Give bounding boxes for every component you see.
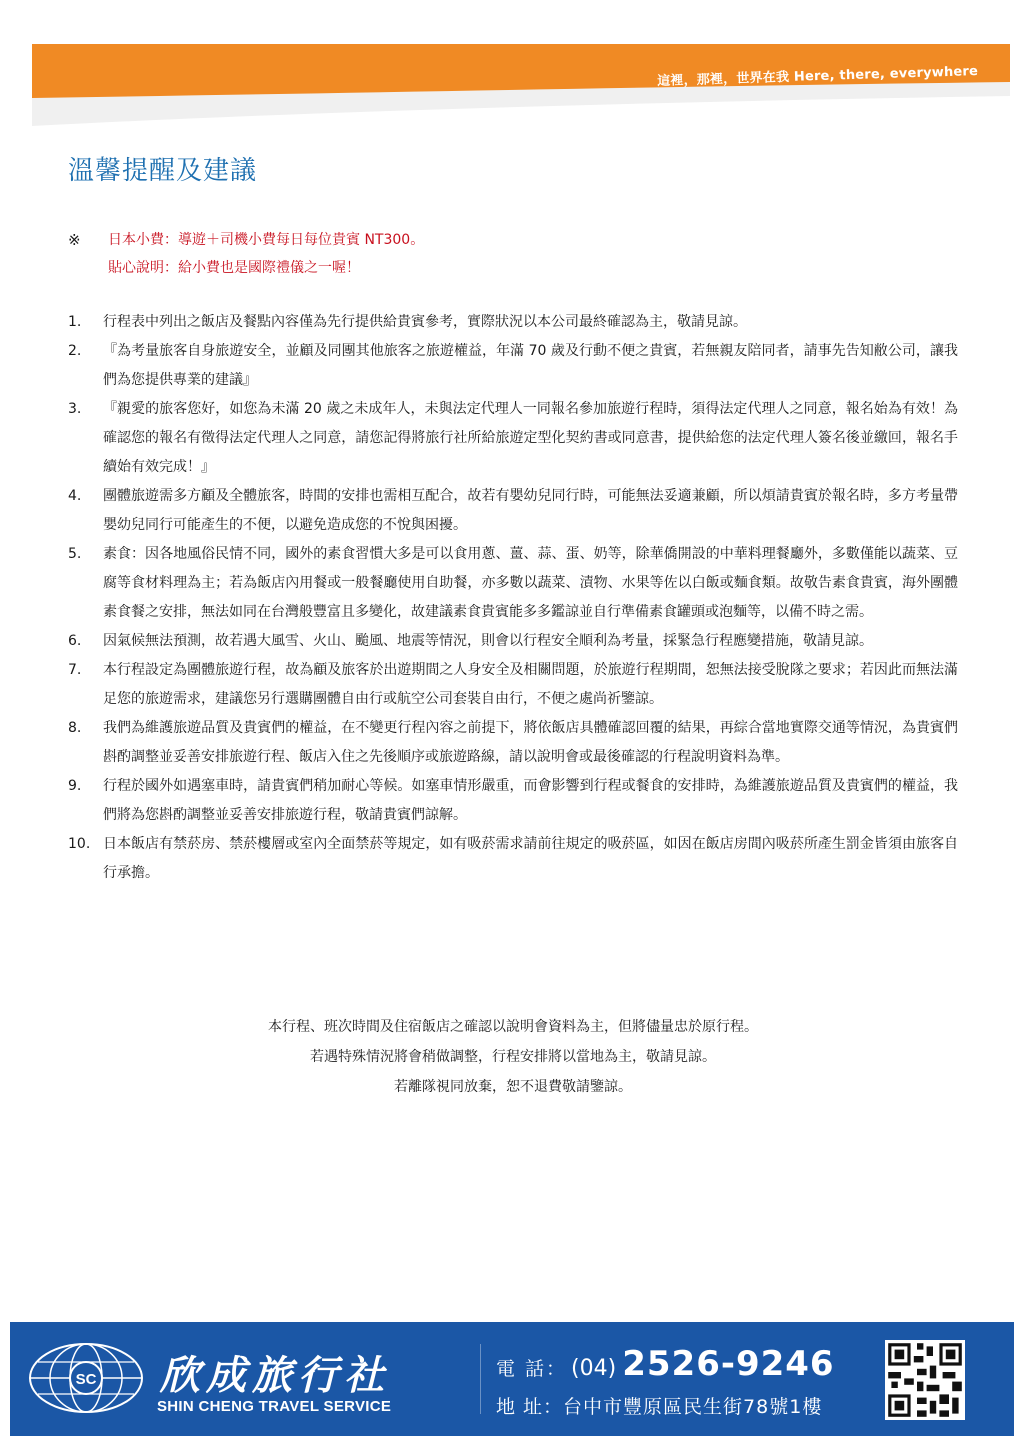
address-row	[496, 1392, 822, 1419]
company-footer	[10, 1322, 1014, 1436]
phone-row	[496, 1344, 835, 1384]
item-number: 3.	[68, 401, 82, 417]
address-label: 地 址：	[496, 1396, 564, 1418]
list-item	[68, 627, 958, 656]
tagline: 這裡，那裡，世界在我 Here, there, everywhere	[656, 64, 979, 90]
item-text: 因氣候無法預測，故若遇大風雪、火山、颱風、地震等情況，則會以行程安全順利為考量，採緊急行程應變措施，敬請見諒。	[103, 633, 873, 649]
globe-logo-icon	[26, 1340, 146, 1416]
closing-note: 若離隊視同放棄，恕不退費敬請鑒諒。	[394, 1079, 632, 1095]
footer-divider	[480, 1344, 481, 1414]
item-number: 7.	[68, 662, 82, 678]
item-text: 我們為維護旅遊品質及貴賓們的權益，在不變更行程內容之前提下，將依飯店具體確認回覆的結果，再綜合當地實際交通等情況，為貴賓們斟酌調整並妥善安排旅遊行程、飯店入住之先後順序或旅遊路線，請以說明會或最後確認的行程說明資料為準。	[103, 720, 958, 765]
item-number: 5.	[68, 546, 82, 562]
item-text: 『親愛的旅客您好，如您為未滿 20 歲之未成年人，未與法定代理人一同報名參加旅遊行程時，須得法定代理人之同意，報名始為有效！為確認您的報名有徵得法定代理人之同意，請您記得將旅行社所給旅遊定型化契約書或同意書，提供給您的法定代理人簽名後並繳回，報名手續始有效完成！』	[103, 401, 958, 475]
list-item	[68, 337, 958, 395]
list-item	[68, 830, 958, 888]
notice-text: 貼心說明：給小費也是國際禮儀之一喔！	[108, 260, 360, 276]
item-text: 日本飯店有禁菸房、禁菸樓層或室內全面禁菸等規定，如有吸菸需求請前往規定的吸菸區，如因在飯店房間內吸菸所產生罰金皆須由旅客自行承擔。	[103, 836, 958, 881]
item-text: 素食：因各地風俗民情不同，國外的素食習慣大多是可以食用蔥、薑、蒜、蛋、奶等，除華僑開設的中華料理餐廳外，多數僅能以蔬菜、豆腐等食材料理為主；若為飯店內用餐或一般餐廳使用自助餐，亦多數以蔬菜、漬物、水果等佐以白飯或麵食類。故敬告素食貴賓，海外團體素食餐之安排，無法如同在台灣般豐富且多變化，故建議素食貴賓能多多鑑諒並自行準備素食罐頭或泡麵等，以備不時之需。	[103, 546, 958, 620]
phone-area-code: (04)	[571, 1356, 617, 1381]
item-number: 10.	[68, 836, 91, 852]
list-item	[68, 482, 958, 540]
address-value: 台中市豐原區民生街78號1樓	[563, 1396, 823, 1418]
list-item	[68, 656, 958, 714]
item-number: 9.	[68, 778, 82, 794]
notice-line	[68, 226, 958, 254]
phone-label: 電 話：	[496, 1358, 568, 1380]
list-item	[68, 395, 958, 482]
page-title: 溫馨提醒及建議	[68, 156, 258, 186]
item-text: 團體旅遊需多方顧及全體旅客，時間的安排也需相互配合，故若有嬰幼兒同行時，可能無法妥適兼顧，所以煩請貴賓於報名時，多方考量帶嬰幼兒同行可能產生的不便，以避免造成您的不悅與困擾。	[103, 488, 958, 533]
logo-text: SC	[75, 1371, 97, 1388]
item-number: 1.	[68, 314, 82, 330]
closing-note: 若遇特殊情況將會稍做調整，行程安排將以當地為主，敬請見諒。	[310, 1049, 716, 1065]
reference-mark: ※	[68, 231, 81, 249]
item-text: 『為考量旅客自身旅遊安全，並顧及同團其他旅客之旅遊權益，年滿 70 歲及行動不便之貴賓，若無親友陪同者，請事先告知敝公司，讓我們為您提供專業的建議』	[103, 343, 958, 388]
item-number: 6.	[68, 633, 82, 649]
list-item	[68, 772, 958, 830]
closing-notes	[68, 1012, 958, 1102]
closing-note: 本行程、班次時間及住宿飯店之確認以說明會資料為主，但將儘量忠於原行程。	[268, 1019, 758, 1035]
item-text: 本行程設定為團體旅遊行程，故為顧及旅客於出遊期間之人身安全及相關問題，於旅遊行程期間，恕無法接受脫隊之要求；若因此而無法滿足您的旅遊需求，建議您另行選購團體自由行或航空公司套裝自由行，不便之處尚祈鑒諒。	[103, 662, 958, 707]
header-banner	[0, 0, 1024, 130]
notice-text: 日本小費：導遊＋司機小費每日每位貴賓 NT300。	[108, 232, 425, 248]
item-text: 行程於國外如遇塞車時，請貴賓們稍加耐心等候。如塞車情形嚴重，而會影響到行程或餐食的安排時，為維護旅遊品質及貴賓們的權益，我們將為您斟酌調整並妥善安排旅遊行程，敬請貴賓們諒解。	[103, 778, 958, 823]
list-item	[68, 540, 958, 627]
item-number: 4.	[68, 488, 82, 504]
reminder-list	[68, 308, 958, 888]
list-item	[68, 714, 958, 772]
item-number: 2.	[68, 343, 82, 359]
company-name-en: SHIN CHENG TRAVEL SERVICE	[157, 1398, 392, 1415]
list-item	[68, 308, 958, 337]
item-text: 行程表中列出之飯店及餐點內容僅為先行提供給貴賓參考，實際狀況以本公司最終確認為主，敬請見諒。	[103, 314, 747, 330]
phone-number: 2526-9246	[622, 1344, 835, 1384]
item-number: 8.	[68, 720, 82, 736]
notice-line	[68, 254, 958, 282]
qr-code-icon	[885, 1340, 965, 1420]
tip-notice	[68, 226, 958, 282]
company-name-cn: 欣成旅行社	[160, 1352, 390, 1399]
